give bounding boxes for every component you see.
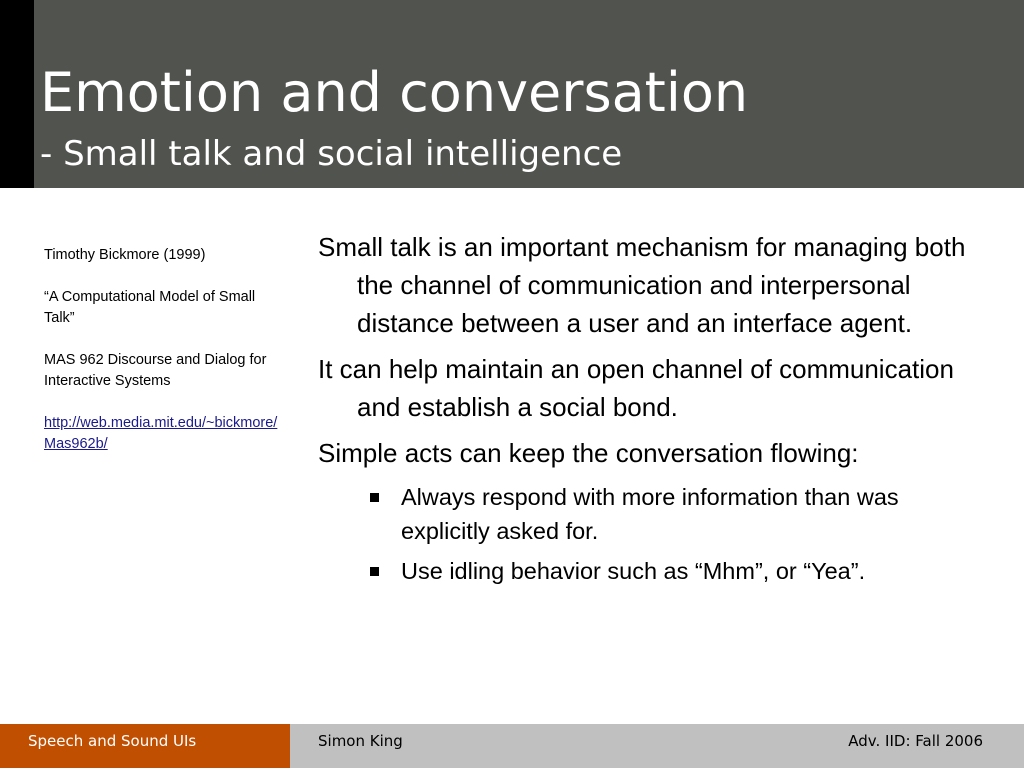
sub-bullet-text: Always respond with more information than was explicitly asked for. [401, 484, 899, 544]
reference-course: MAS 962 Discourse and Dialog for Interactive Systems [44, 352, 267, 389]
footer-bar [0, 724, 1024, 768]
main-content [318, 228, 998, 594]
bullet-point: Small talk is an important mechanism for managing both the channel of communication and interpersonal distance between a user and an interface agent. [318, 232, 966, 338]
bullet-point: It can help maintain an open channel of communication and establish a social bond. [318, 354, 954, 422]
reference-author: Timothy Bickmore (1999) [44, 247, 206, 263]
reference-paper-title: “A Computational Model of Small Talk” [44, 289, 256, 326]
slide-subtitle: - Small talk and social intelligence [40, 134, 623, 174]
sub-bullet-point [318, 554, 961, 588]
sub-bullet-text: Use idling behavior such as “Mhm”, or “Yea”. [401, 558, 866, 584]
square-bullet-icon [370, 567, 379, 576]
square-bullet-icon [370, 493, 379, 502]
footer-author: Simon King [318, 732, 403, 750]
footer-course-name: Speech and Sound UIs [28, 732, 197, 750]
header-stripe [0, 0, 34, 188]
header-bar [0, 0, 1024, 188]
footer-term: Adv. IID: Fall 2006 [848, 732, 983, 750]
bullet-point: Simple acts can keep the conversation flowing: [318, 438, 859, 468]
reference-link-line [44, 413, 280, 455]
slide-title: Emotion and conversation [40, 61, 749, 124]
sub-bullet-point [318, 480, 961, 548]
reference-link[interactable]: http://web.media.mit.edu/~bickmore/Mas962b/ [44, 415, 278, 452]
sub-bullet-list [318, 480, 998, 588]
reference-column [44, 245, 280, 476]
